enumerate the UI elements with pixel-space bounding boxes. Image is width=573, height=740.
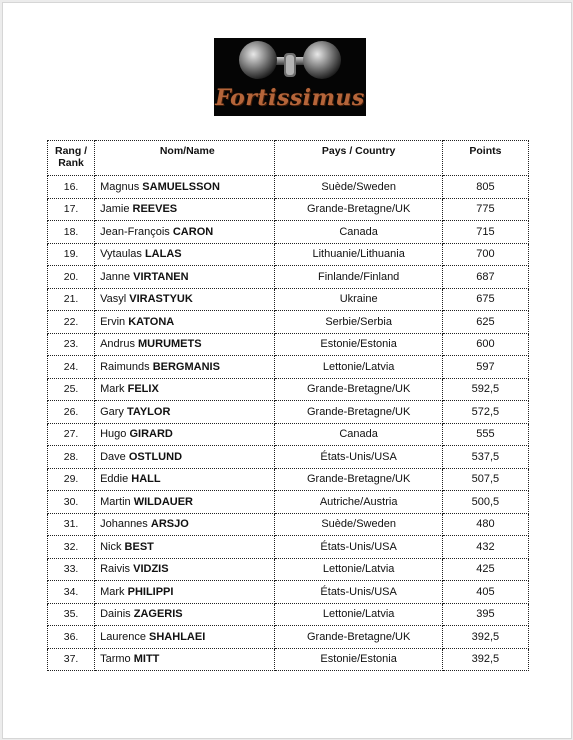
table-row (48, 468, 529, 491)
first-name: Nick (100, 540, 122, 553)
rank-cell: 17. (48, 198, 95, 221)
name-cell (95, 176, 275, 199)
ranking-table (47, 140, 529, 671)
points-cell: 715 (442, 221, 528, 244)
rank-cell: 33. (48, 558, 95, 581)
first-name: Martin (100, 495, 131, 508)
rank-cell: 30. (48, 491, 95, 514)
first-name: Mark (100, 383, 125, 396)
table-row (48, 176, 529, 199)
rank-cell: 29. (48, 468, 95, 491)
rank-cell: 25. (48, 378, 95, 401)
rank-cell: 18. (48, 221, 95, 244)
last-name: GIRARD (129, 428, 173, 441)
name-cell (95, 401, 275, 424)
name-cell (95, 221, 275, 244)
first-name: Johannes (100, 518, 148, 531)
name-cell (95, 536, 275, 559)
points-cell: 555 (442, 423, 528, 446)
points-cell: 600 (442, 333, 528, 356)
table-row (48, 198, 529, 221)
name-cell (95, 356, 275, 379)
table-row (48, 491, 529, 514)
points-cell: 405 (442, 581, 528, 604)
logo-wordmark: Fortissimus (215, 85, 365, 111)
rank-cell: 22. (48, 311, 95, 334)
country-cell: Serbie/Serbia (275, 311, 442, 334)
country-cell: Grande-Bretagne/UK (275, 198, 442, 221)
rank-cell: 19. (48, 243, 95, 266)
points-cell: 395 (442, 603, 528, 626)
rank-cell: 34. (48, 581, 95, 604)
header-name: Nom/Name (95, 141, 275, 176)
table-row (48, 221, 529, 244)
name-cell (95, 288, 275, 311)
first-name: Eddie (100, 473, 129, 486)
first-name: Gary (100, 405, 124, 418)
first-name: Mark (100, 585, 125, 598)
table-header-row (48, 141, 529, 176)
name-cell (95, 491, 275, 514)
last-name: HALL (131, 473, 161, 486)
name-cell (95, 558, 275, 581)
header-points: Points (442, 141, 528, 176)
points-cell: 572,5 (442, 401, 528, 424)
table-row (48, 536, 529, 559)
rank-cell: 32. (48, 536, 95, 559)
name-cell (95, 468, 275, 491)
first-name: Ervin (100, 315, 126, 328)
last-name: FELIX (127, 383, 159, 396)
name-cell (95, 333, 275, 356)
rank-cell: 31. (48, 513, 95, 536)
table-row (48, 603, 529, 626)
table-row (48, 446, 529, 469)
points-cell: 625 (442, 311, 528, 334)
first-name: Janne (100, 270, 131, 283)
points-cell: 392,5 (442, 626, 528, 649)
name-cell (95, 378, 275, 401)
country-cell: Canada (275, 221, 442, 244)
last-name: SAMUELSSON (142, 180, 220, 193)
last-name: ARSJO (150, 518, 189, 531)
name-cell (95, 446, 275, 469)
country-cell: Grande-Bretagne/UK (275, 626, 442, 649)
name-cell (95, 513, 275, 536)
document-page (2, 2, 572, 739)
rank-cell: 27. (48, 423, 95, 446)
country-cell: Grande-Bretagne/UK (275, 468, 442, 491)
last-name: MURUMETS (138, 338, 202, 351)
header-country: Pays / Country (275, 141, 442, 176)
table-row (48, 401, 529, 424)
table-row (48, 378, 529, 401)
first-name: Laurence (100, 630, 146, 643)
table-row (48, 626, 529, 649)
last-name: MITT (133, 653, 160, 666)
last-name: KATONA (128, 315, 175, 328)
first-name: Tarmo (100, 653, 131, 666)
table-row (48, 513, 529, 536)
points-cell: 592,5 (442, 378, 528, 401)
country-cell: Canada (275, 423, 442, 446)
last-name: ZAGERIS (133, 608, 183, 621)
last-name: TAYLOR (127, 405, 171, 418)
country-cell: Lettonie/Latvia (275, 603, 442, 626)
last-name: CARON (172, 225, 214, 238)
last-name: WILDAUER (133, 495, 193, 508)
country-cell: Estonie/Estonia (275, 648, 442, 671)
points-cell: 480 (442, 513, 528, 536)
table-row (48, 356, 529, 379)
table-row (48, 648, 529, 671)
fortissimus-logo (214, 38, 366, 116)
name-cell (95, 198, 275, 221)
country-cell: États-Unis/USA (275, 581, 442, 604)
name-cell (95, 626, 275, 649)
points-cell: 687 (442, 266, 528, 289)
last-name: VIRASTYUK (129, 293, 193, 306)
points-cell: 675 (442, 288, 528, 311)
country-cell: Lettonie/Latvia (275, 356, 442, 379)
first-name: Andrus (100, 338, 135, 351)
last-name: VIDZIS (133, 563, 169, 576)
rank-cell: 28. (48, 446, 95, 469)
first-name: Jean-François (100, 225, 170, 238)
points-cell: 537,5 (442, 446, 528, 469)
points-cell: 805 (442, 176, 528, 199)
rank-cell: 36. (48, 626, 95, 649)
rank-cell: 26. (48, 401, 95, 424)
last-name: OSTLUND (128, 450, 183, 463)
last-name: BERGMANIS (152, 360, 220, 373)
name-cell (95, 603, 275, 626)
name-cell (95, 423, 275, 446)
last-name: LALAS (144, 248, 182, 261)
first-name: Dave (100, 450, 126, 463)
points-cell: 432 (442, 536, 528, 559)
name-cell (95, 243, 275, 266)
header-rank: Rang / Rank (48, 141, 95, 176)
first-name: Magnus (100, 180, 140, 193)
points-cell: 507,5 (442, 468, 528, 491)
rank-cell: 35. (48, 603, 95, 626)
name-cell (95, 648, 275, 671)
table-row (48, 333, 529, 356)
table-row (48, 581, 529, 604)
points-cell: 392,5 (442, 648, 528, 671)
table-row (48, 288, 529, 311)
first-name: Raivis (100, 563, 131, 576)
rank-cell: 23. (48, 333, 95, 356)
country-cell: Lithuanie/Lithuania (275, 243, 442, 266)
first-name: Raimunds (100, 360, 150, 373)
points-cell: 700 (442, 243, 528, 266)
table-row (48, 423, 529, 446)
country-cell: Finlande/Finland (275, 266, 442, 289)
country-cell: États-Unis/USA (275, 446, 442, 469)
rank-cell: 37. (48, 648, 95, 671)
first-name: Hugo (100, 428, 127, 441)
points-cell: 500,5 (442, 491, 528, 514)
rank-cell: 20. (48, 266, 95, 289)
last-name: REEVES (132, 203, 178, 216)
first-name: Vytaulas (100, 248, 142, 261)
table-row (48, 311, 529, 334)
rank-cell: 16. (48, 176, 95, 199)
country-cell: Lettonie/Latvia (275, 558, 442, 581)
country-cell: Grande-Bretagne/UK (275, 401, 442, 424)
rank-cell: 21. (48, 288, 95, 311)
country-cell: Grande-Bretagne/UK (275, 378, 442, 401)
points-cell: 597 (442, 356, 528, 379)
last-name: VIRTANEN (133, 270, 189, 283)
country-cell: Suède/Sweden (275, 176, 442, 199)
name-cell (95, 266, 275, 289)
country-cell: Estonie/Estonia (275, 333, 442, 356)
table-row (48, 266, 529, 289)
last-name: PHILIPPI (127, 585, 174, 598)
country-cell: États-Unis/USA (275, 536, 442, 559)
country-cell: Ukraine (275, 288, 442, 311)
points-cell: 425 (442, 558, 528, 581)
name-cell (95, 581, 275, 604)
country-cell: Suède/Sweden (275, 513, 442, 536)
first-name: Jamie (100, 203, 130, 216)
table-row (48, 558, 529, 581)
points-cell: 775 (442, 198, 528, 221)
name-cell (95, 311, 275, 334)
table-body (48, 176, 529, 671)
first-name: Dainis (100, 608, 131, 621)
last-name: BEST (124, 540, 154, 553)
rank-cell: 24. (48, 356, 95, 379)
country-cell: Autriche/Austria (275, 491, 442, 514)
last-name: SHAHLAEI (149, 630, 206, 643)
first-name: Vasyl (100, 293, 127, 306)
table-row (48, 243, 529, 266)
